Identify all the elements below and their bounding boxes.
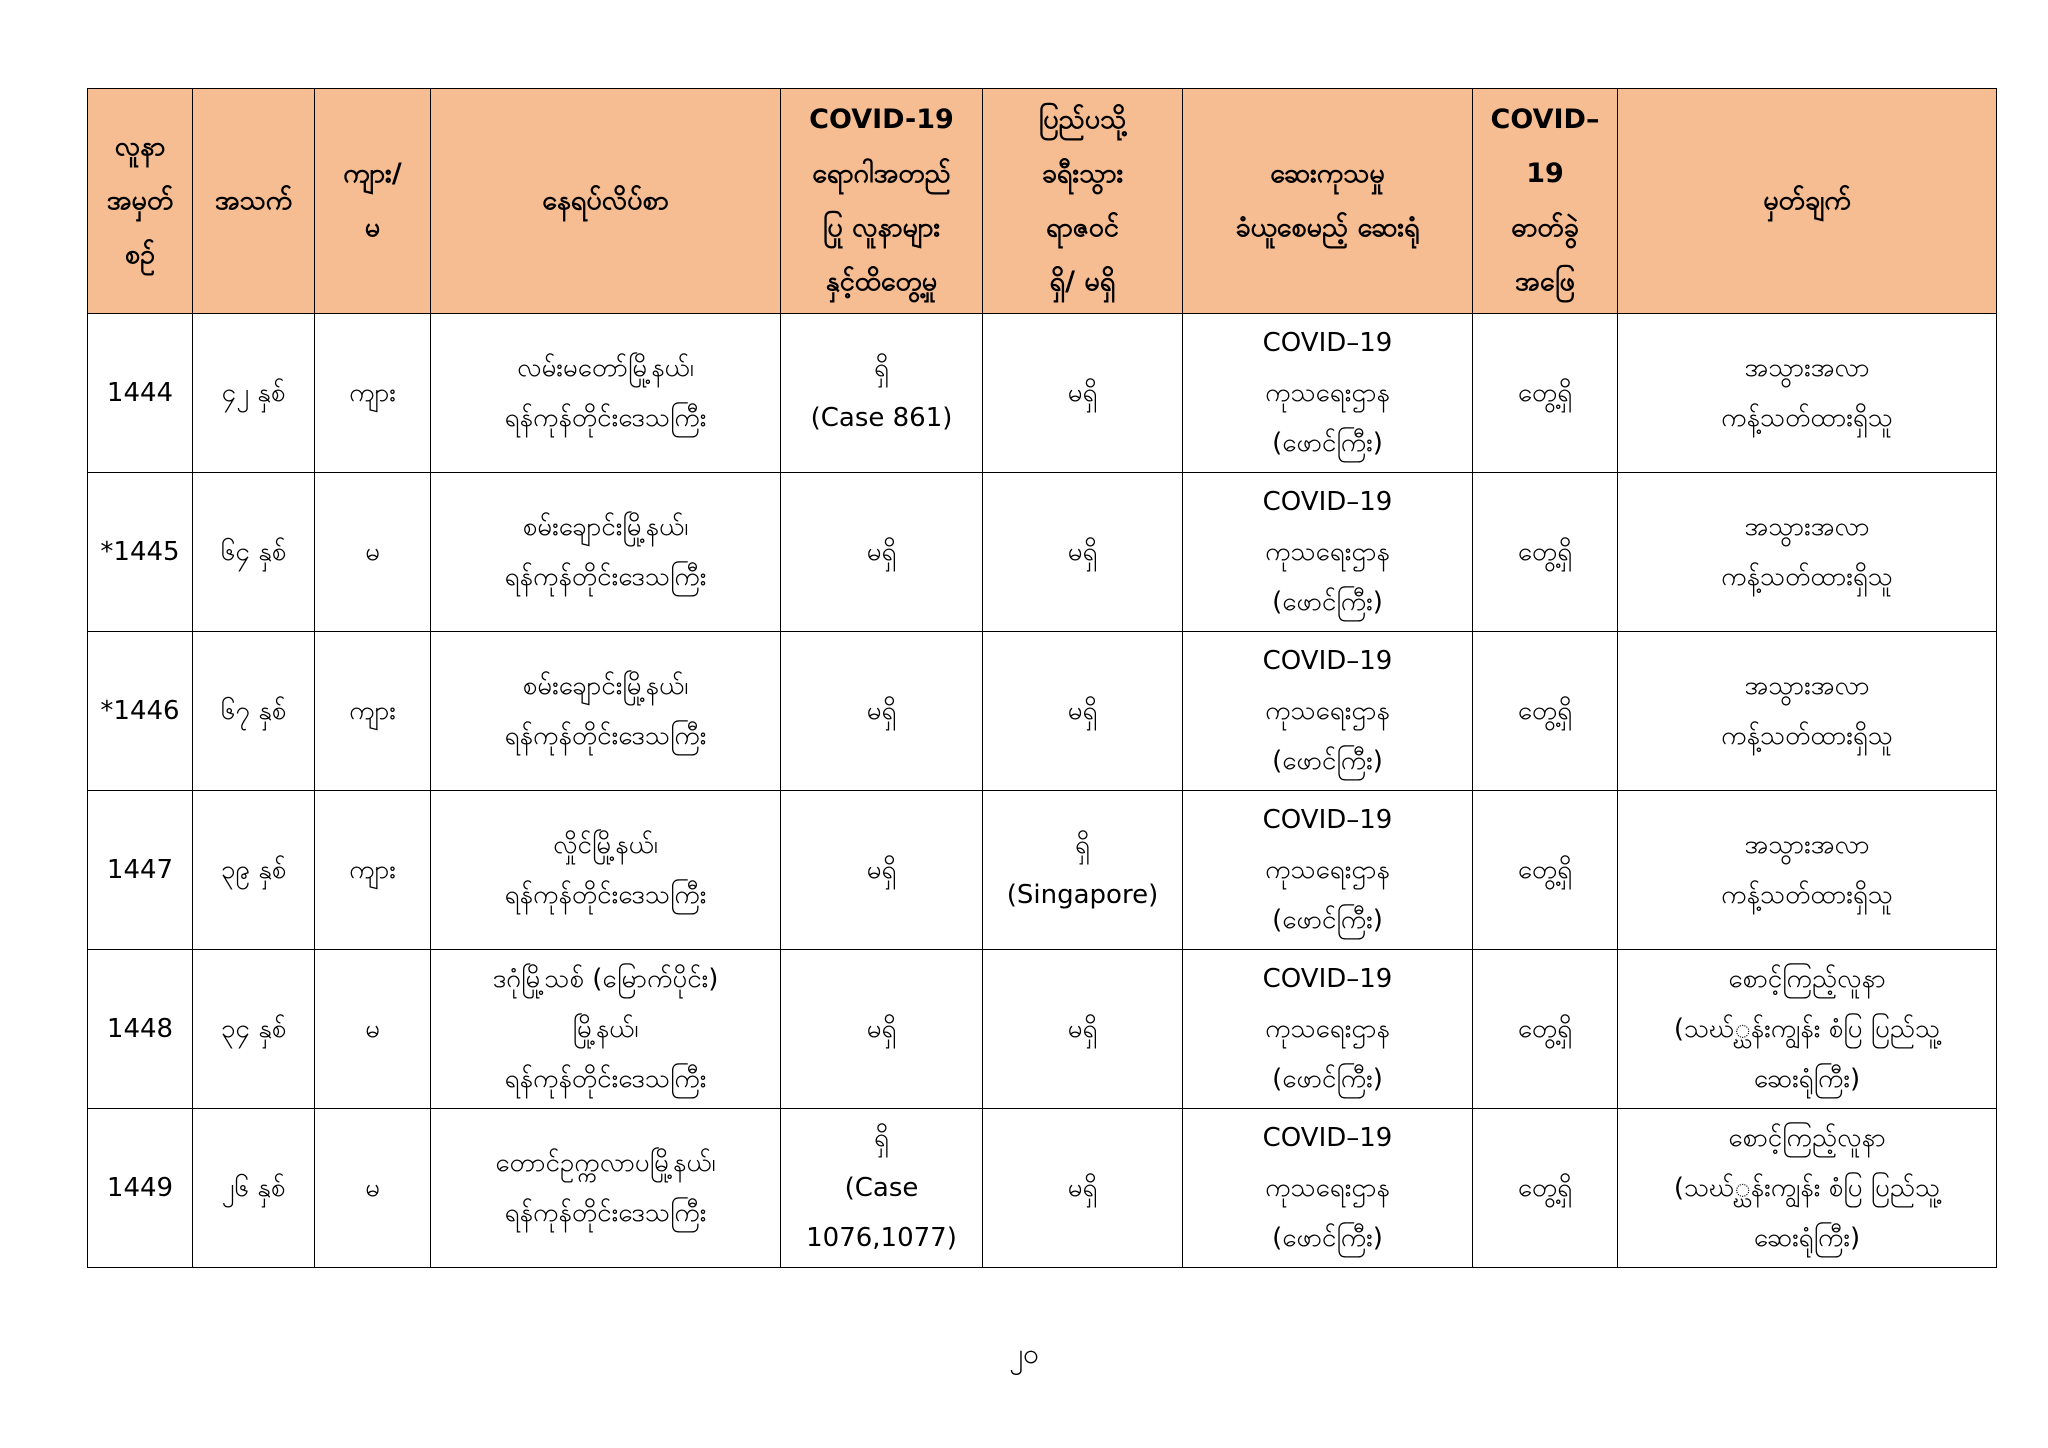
cell-patient-number (88, 1109, 193, 1268)
cell-text-line: COVID–19 (1262, 964, 1393, 994)
cell-text-line: ၄၂ နှစ် (221, 378, 286, 408)
cell-patient-number (88, 314, 193, 473)
cell-patient-number (88, 632, 193, 791)
cell-text-line: မြို့နယ်၊ (572, 1014, 639, 1044)
cell-treatment-hospital (1183, 473, 1473, 632)
cell-text-line: ကုသရေးဌာန (1265, 855, 1390, 885)
cell-text-line: မရှိ (1067, 537, 1098, 567)
cell-sex (315, 314, 431, 473)
cell-treatment-hospital (1183, 1109, 1473, 1268)
cell-text-line: လမ်းမတော်မြို့နယ်၊ (517, 353, 694, 383)
cell-travel-history (983, 314, 1183, 473)
header-text-line: ပြည်ပသို့ (1038, 104, 1127, 135)
cell-contact-with-confirmed (781, 632, 983, 791)
cell-address (431, 791, 781, 950)
cell-age (193, 1109, 315, 1268)
cell-travel-history (983, 632, 1183, 791)
cell-address (431, 473, 781, 632)
header-text-line: မ (364, 212, 381, 243)
cell-text-line: (ဖောင်ကြီး) (1272, 1064, 1383, 1094)
cell-remarks (1618, 473, 1997, 632)
cell-text-line: ၃၉ နှစ် (220, 855, 287, 885)
cell-remarks (1618, 950, 1997, 1109)
covid-case-table (87, 88, 1997, 1268)
cell-text-line: ရှိ (1075, 830, 1090, 860)
cell-text-line: မရှိ (866, 855, 897, 885)
header-sex (315, 89, 431, 314)
header-text-line: စဉ် (124, 239, 156, 270)
cell-remarks (1618, 791, 1997, 950)
header-text-line: မှတ်ချက် (1763, 185, 1851, 216)
cell-travel-history (983, 473, 1183, 632)
cell-text-line: မရှိ (1067, 378, 1098, 408)
cell-travel-history (983, 791, 1183, 950)
cell-text-line: *1445 (100, 537, 180, 567)
cell-age (193, 791, 315, 950)
table-body (88, 314, 1997, 1268)
cell-text-line: စောင့်ကြည့်လူနာ (1728, 964, 1886, 994)
cell-text-line: ဒဂုံမြို့သစ် (မြောက်ပိုင်း) (492, 964, 719, 994)
cell-text-line: 1076,1077) (806, 1223, 957, 1253)
cell-address (431, 1109, 781, 1268)
cell-lab-result (1473, 314, 1618, 473)
cell-text-line: COVID–19 (1262, 646, 1393, 676)
cell-text-line: မ (365, 1014, 380, 1044)
header-remarks (1618, 89, 1997, 314)
cell-text-line: ကျား (349, 855, 396, 885)
cell-text-line: ကုသရေးဌာန (1265, 537, 1390, 567)
cell-text-line: ကျား (349, 696, 396, 726)
cell-text-line: ကုသရေးဌာန (1265, 696, 1390, 726)
cell-contact-with-confirmed (781, 791, 983, 950)
header-text-line: ဓာတ်ခွဲ (1511, 212, 1579, 243)
cell-text-line: မရှိ (866, 537, 897, 567)
cell-text-line: အသွားအလာ (1744, 830, 1870, 860)
cell-lab-result (1473, 473, 1618, 632)
table-row (88, 473, 1997, 632)
cell-treatment-hospital (1183, 632, 1473, 791)
cell-text-line: 1447 (106, 855, 174, 885)
cell-text-line: 1449 (106, 1173, 174, 1203)
cell-text-line: COVID–19 (1262, 328, 1393, 358)
cell-text-line: ကျား (349, 378, 396, 408)
cell-lab-result (1473, 791, 1618, 950)
cell-text-line: COVID–19 (1262, 1123, 1393, 1153)
cell-text-line: စမ်းချောင်းမြို့နယ်၊ (522, 512, 689, 542)
cell-sex (315, 632, 431, 791)
cell-text-line: (ဖောင်ကြီး) (1272, 746, 1383, 776)
header-text-line: ခရီးသွား (1041, 158, 1124, 189)
cell-lab-result (1473, 950, 1618, 1109)
cell-text-line: တွေ့ရှိ (1517, 696, 1573, 726)
cell-text-line: ရန်ကုန်တိုင်းဒေသကြီး (504, 721, 707, 751)
header-text-line: ကျား/ (343, 158, 402, 189)
cell-treatment-hospital (1183, 314, 1473, 473)
cell-text-line: မရှိ (1067, 1173, 1098, 1203)
header-text-line: အသက် (214, 185, 293, 216)
cell-contact-with-confirmed (781, 950, 983, 1109)
cell-text-line: (ဖောင်ကြီး) (1272, 428, 1383, 458)
cell-sex (315, 791, 431, 950)
table-row (88, 314, 1997, 473)
cell-text-line: ရန်ကုန်တိုင်းဒေသကြီး (504, 1198, 707, 1228)
cell-text-line: ဆေးရုံကြီး) (1753, 1064, 1861, 1094)
cell-address (431, 314, 781, 473)
cell-text-line: 1448 (106, 1014, 174, 1044)
cell-text-line: မ (365, 1173, 380, 1203)
cell-text-line: တွေ့ရှိ (1517, 378, 1573, 408)
cell-remarks (1618, 1109, 1997, 1268)
cell-text-line: *1446 (100, 696, 180, 726)
cell-patient-number (88, 791, 193, 950)
cell-patient-number (88, 950, 193, 1109)
cell-contact-with-confirmed (781, 473, 983, 632)
cell-text-line: တွေ့ရှိ (1517, 855, 1573, 885)
cell-text-line: (ဖောင်ကြီး) (1272, 1223, 1383, 1253)
table-row (88, 950, 1997, 1109)
cell-sex (315, 1109, 431, 1268)
cell-text-line: (Case 861) (810, 403, 953, 433)
header-text-line: COVID-19 (809, 104, 954, 135)
cell-treatment-hospital (1183, 791, 1473, 950)
cell-travel-history (983, 950, 1183, 1109)
cell-text-line: ရှိ (874, 1123, 889, 1153)
header-text-line: ရှိ/ မရှိ (1049, 266, 1116, 297)
cell-text-line: ရန်ကုန်တိုင်းဒေသကြီး (504, 562, 707, 592)
cell-text-line: ရန်ကုန်တိုင်းဒေသကြီး (504, 403, 707, 433)
header-patient-number (88, 89, 193, 314)
cell-text-line: (သဃ်္ဃန်းကျွန်း စံပြ ပြည်သူ့ (1673, 1173, 1941, 1203)
cell-text-line: ၆၇ နှစ် (220, 696, 287, 726)
cell-text-line: ကုသရေးဌာန (1265, 1014, 1390, 1044)
cell-text-line: မရှိ (866, 1014, 897, 1044)
cell-travel-history (983, 1109, 1183, 1268)
cell-contact-with-confirmed (781, 314, 983, 473)
cell-text-line: (Case (844, 1173, 919, 1203)
cell-age (193, 632, 315, 791)
table-row (88, 632, 1997, 791)
header-lab-result (1473, 89, 1618, 314)
cell-lab-result (1473, 632, 1618, 791)
cell-text-line: COVID–19 (1262, 805, 1393, 835)
cell-lab-result (1473, 1109, 1618, 1268)
cell-patient-number (88, 473, 193, 632)
cell-remarks (1618, 632, 1997, 791)
cell-text-line: စမ်းချောင်းမြို့နယ်၊ (522, 671, 689, 701)
cell-text-line: ကုသရေးဌာန (1265, 378, 1390, 408)
cell-text-line: (ဖောင်ကြီး) (1272, 905, 1383, 935)
cell-text-line: စောင့်ကြည့်လူနာ (1728, 1123, 1886, 1153)
header-text-line: အဖြေ (1515, 266, 1575, 297)
header-text-line: ခံယူစေမည့် ဆေးရုံ (1235, 212, 1420, 243)
header-text-line: 19 (1526, 158, 1564, 189)
cell-text-line: လှိုင်မြို့နယ်၊ (553, 830, 658, 860)
header-text-line: လူနာ (114, 131, 166, 162)
cell-age (193, 314, 315, 473)
cell-address (431, 632, 781, 791)
cell-text-line: ၂၆ နှစ် (221, 1173, 286, 1203)
table-row (88, 1109, 1997, 1268)
cell-text-line: (Singapore) (1006, 880, 1159, 910)
cell-text-line: အသွားအလာ (1744, 671, 1870, 701)
cell-text-line: ကန့်သတ်ထားရှိသူ (1721, 403, 1893, 433)
cell-text-line: ၆၄ နှစ် (220, 537, 287, 567)
cell-text-line: မရှိ (1067, 696, 1098, 726)
cell-text-line: တွေ့ရှိ (1517, 537, 1573, 567)
cell-text-line: အသွားအလာ (1744, 353, 1870, 383)
cell-text-line: ကန့်သတ်ထားရှိသူ (1721, 562, 1893, 592)
cell-contact-with-confirmed (781, 1109, 983, 1268)
cell-text-line: တွေ့ရှိ (1517, 1014, 1573, 1044)
cell-sex (315, 473, 431, 632)
header-text-line: ပြု လူနာများ (822, 212, 941, 243)
header-text-line: အမှတ် (106, 185, 174, 216)
cell-text-line: မ (365, 537, 380, 567)
cell-text-line: (သဃ်္ဃန်းကျွန်း စံပြ ပြည်သူ့ (1673, 1014, 1941, 1044)
cell-text-line: ဆေးရုံကြီး) (1753, 1223, 1861, 1253)
cell-text-line: တွေ့ရှိ (1517, 1173, 1573, 1203)
cell-remarks (1618, 314, 1997, 473)
header-age (193, 89, 315, 314)
header-text-line: COVID– (1490, 104, 1600, 135)
cell-text-line: (ဖောင်ကြီး) (1272, 587, 1383, 617)
cell-text-line: တောင်ဥက္ကလာပမြို့နယ်၊ (495, 1148, 716, 1178)
header-treatment-hospital (1183, 89, 1473, 314)
header-travel-history (983, 89, 1183, 314)
cell-text-line: 1444 (106, 378, 174, 408)
page-number: ၂၀ (1009, 1337, 1039, 1370)
cell-text-line: ကန့်သတ်ထားရှိသူ (1721, 880, 1893, 910)
cell-age (193, 473, 315, 632)
header-text-line: ရာဇဝင် (1046, 212, 1119, 243)
header-address (431, 89, 781, 314)
cell-text-line: COVID–19 (1262, 487, 1393, 517)
header-row (88, 89, 1997, 314)
cell-treatment-hospital (1183, 950, 1473, 1109)
cell-text-line: အသွားအလာ (1744, 512, 1870, 542)
cell-text-line: ရန်ကုန်တိုင်းဒေသကြီး (504, 1064, 707, 1094)
cell-text-line: ကုသရေးဌာန (1265, 1173, 1390, 1203)
cell-text-line: ရှိ (874, 353, 889, 383)
cell-text-line: မရှိ (866, 696, 897, 726)
header-text-line: နေရပ်လိပ်စာ (542, 185, 669, 216)
header-text-line: နှင့်ထိတွေ့မှု (825, 266, 938, 297)
header-text-line: ဆေးကုသမှု (1270, 158, 1385, 189)
cell-text-line: ရန်ကုန်တိုင်းဒေသကြီး (504, 880, 707, 910)
cell-text-line: ၃၄ နှစ် (220, 1014, 287, 1044)
header-contact-with-confirmed (781, 89, 983, 314)
table-row (88, 791, 1997, 950)
table-header (88, 89, 1997, 314)
cell-text-line: မရှိ (1067, 1014, 1098, 1044)
cell-address (431, 950, 781, 1109)
cell-sex (315, 950, 431, 1109)
cell-age (193, 950, 315, 1109)
header-text-line: ရောဂါအတည် (812, 158, 951, 189)
cell-text-line: ကန့်သတ်ထားရှိသူ (1721, 721, 1893, 751)
